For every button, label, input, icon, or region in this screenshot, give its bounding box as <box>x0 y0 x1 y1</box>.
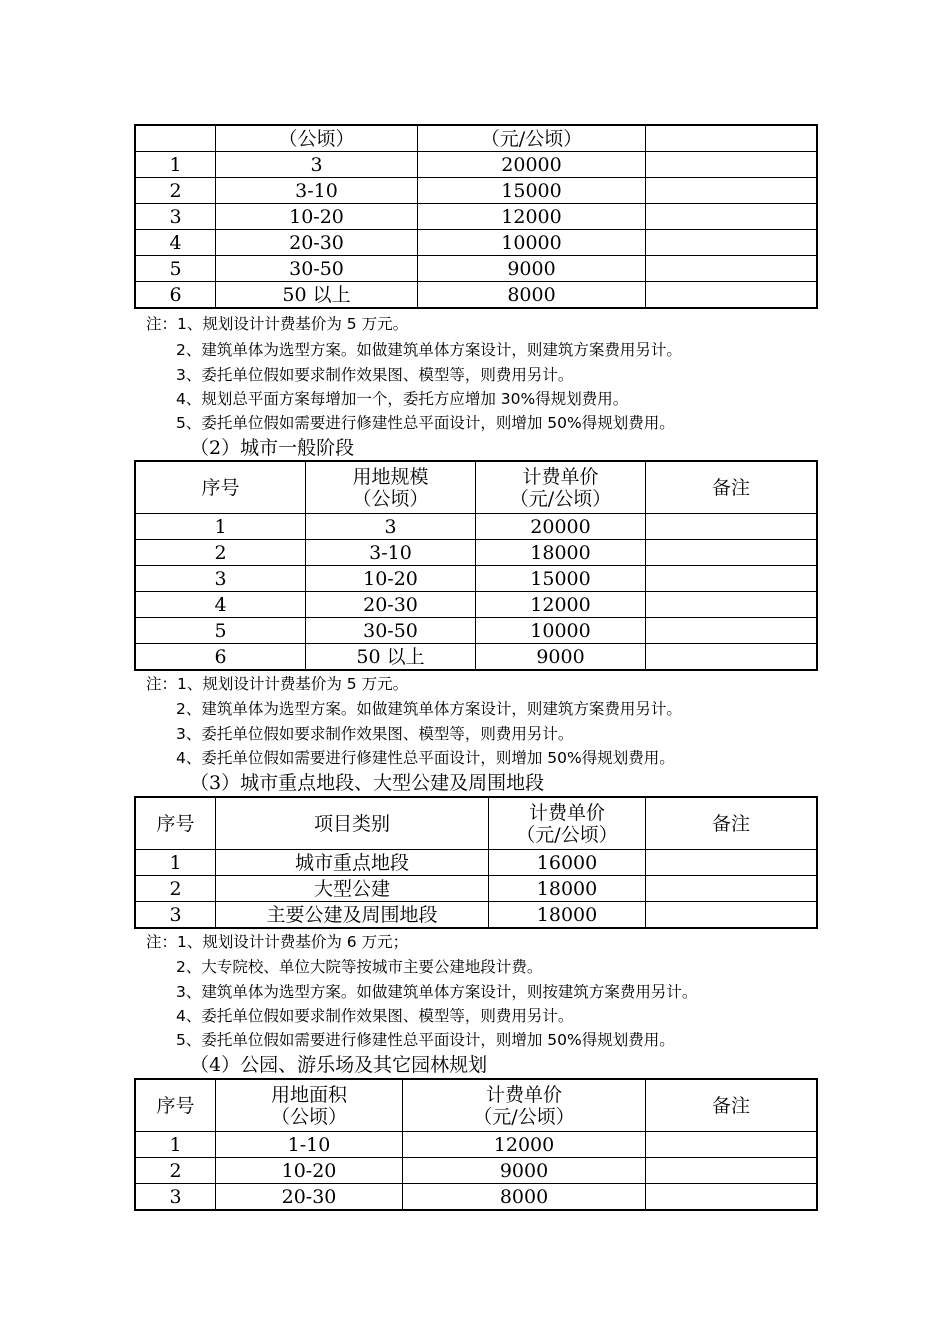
table-cell: 4 <box>136 230 216 256</box>
header-line: （元/公顷） <box>509 487 612 510</box>
section-heading: （2）城市一般阶段 <box>190 437 355 459</box>
table-row <box>136 256 817 282</box>
table-cell: 4 <box>136 592 306 618</box>
table-cell: 城市重点地段 <box>216 850 489 876</box>
note-line: 3、委托单位假如要求制作效果图、模型等，则费用另计。 <box>176 366 574 384</box>
table-cell: 1 <box>136 850 216 876</box>
header-line: （公顷） <box>270 1105 347 1128</box>
fee-table-1 <box>135 125 817 308</box>
table-cell: 5 <box>136 618 306 644</box>
table-cell: 大型公建 <box>216 876 489 902</box>
table-cell: 5 <box>136 256 216 282</box>
table-cell <box>646 566 817 592</box>
table-header-row <box>136 126 817 152</box>
table-row <box>136 644 817 670</box>
table-cell: 20000 <box>418 152 646 178</box>
table-cell: 3 <box>216 152 418 178</box>
table-header-row <box>136 798 817 850</box>
header-cell: 项目类别 <box>216 798 489 850</box>
header-line: 计费单价 <box>485 1083 562 1106</box>
table-cell: 12000 <box>418 204 646 230</box>
table-row <box>136 566 817 592</box>
table-row <box>136 514 817 540</box>
section-heading: （3）城市重点地段、大型公建及周围地段 <box>190 772 545 794</box>
table-cell: 1 <box>136 152 216 178</box>
table-cell: 50 以上 <box>216 282 418 308</box>
table-cell: 6 <box>136 644 306 670</box>
table-cell: 1-10 <box>216 1132 403 1158</box>
table-cell: 2 <box>136 540 306 566</box>
table-cell: 3-10 <box>216 178 418 204</box>
header-line: 用地面积 <box>270 1083 347 1106</box>
table-cell <box>646 178 817 204</box>
header-cell: 备注 <box>646 798 817 850</box>
note-line: 注：1、规划设计计费基价为 5 万元。 <box>146 315 409 333</box>
header-cell: （公顷） <box>216 126 418 152</box>
header-cell: 序号 <box>136 798 216 850</box>
header-line: （公顷） <box>352 487 429 510</box>
table-cell: 10000 <box>418 230 646 256</box>
table-cell: 8000 <box>418 282 646 308</box>
table-row <box>136 1132 817 1158</box>
table-row <box>136 282 817 308</box>
section-heading: （4）公园、游乐场及其它园林规划 <box>190 1054 488 1076</box>
table-row <box>136 592 817 618</box>
note-line: 2、大专院校、单位大院等按城市主要公建地段计费。 <box>176 958 543 976</box>
table-row <box>136 876 817 902</box>
table-row <box>136 1158 817 1184</box>
header-line: 用地规模 <box>352 465 429 488</box>
table-cell <box>646 514 817 540</box>
table-cell: 10-20 <box>216 204 418 230</box>
table-cell: 20-30 <box>306 592 476 618</box>
header-cell: （元/公顷） <box>418 126 646 152</box>
table-cell <box>646 540 817 566</box>
header-line: （元/公顷） <box>473 1105 575 1128</box>
table-row <box>136 204 817 230</box>
note-line: 注：1、规划设计计费基价为 6 万元； <box>146 933 409 951</box>
table-cell: 12000 <box>476 592 646 618</box>
header-cell <box>476 462 646 514</box>
note-line: 5、委托单位假如需要进行修建性总平面设计，则增加 50%得规划费用。 <box>176 1031 675 1049</box>
table-cell: 主要公建及周围地段 <box>216 902 489 928</box>
table-cell <box>646 902 817 928</box>
table-cell: 2 <box>136 876 216 902</box>
note-line: 4、委托单位假如需要进行修建性总平面设计，则增加 50%得规划费用。 <box>176 749 675 767</box>
table-cell: 20-30 <box>216 1184 403 1210</box>
table-cell: 1 <box>136 514 306 540</box>
table-cell: 30-50 <box>306 618 476 644</box>
table-cell: 3 <box>306 514 476 540</box>
table-row <box>136 902 817 928</box>
header-cell <box>306 462 476 514</box>
note-line: 2、建筑单体为选型方案。如做建筑单体方案设计，则建筑方案费用另计。 <box>176 341 682 359</box>
note-line: 注：1、规划设计计费基价为 5 万元。 <box>146 675 409 693</box>
table-cell <box>646 282 817 308</box>
note-line: 3、建筑单体为选型方案。如做建筑单体方案设计，则按建筑方案费用另计。 <box>176 983 698 1001</box>
note-line: 2、建筑单体为选型方案。如做建筑单体方案设计，则建筑方案费用另计。 <box>176 700 682 718</box>
table-cell: 9000 <box>403 1158 646 1184</box>
header-cell <box>646 126 817 152</box>
table-cell: 20-30 <box>216 230 418 256</box>
note-line: 5、委托单位假如需要进行修建性总平面设计，则增加 50%得规划费用。 <box>176 414 675 432</box>
table-row <box>136 230 817 256</box>
table-cell: 15000 <box>476 566 646 592</box>
table-cell: 8000 <box>403 1184 646 1210</box>
table-row <box>136 618 817 644</box>
fee-table-2 <box>135 461 817 670</box>
table-row <box>136 850 817 876</box>
header-cell: 序号 <box>136 462 306 514</box>
table-cell <box>646 592 817 618</box>
header-cell: 序号 <box>136 1080 216 1132</box>
table-cell <box>646 152 817 178</box>
header-line: （元/公顷） <box>516 823 618 846</box>
table-cell: 50 以上 <box>306 644 476 670</box>
header-line: 计费单价 <box>528 801 605 824</box>
table-cell: 6 <box>136 282 216 308</box>
table-cell: 3-10 <box>306 540 476 566</box>
table-row <box>136 1184 817 1210</box>
table-cell: 10000 <box>476 618 646 644</box>
table-cell <box>646 644 817 670</box>
table-cell: 15000 <box>418 178 646 204</box>
table-header-row <box>136 1080 817 1132</box>
note-line: 4、委托单位假如要求制作效果图、模型等，则费用另计。 <box>176 1007 574 1025</box>
table-cell: 16000 <box>489 850 646 876</box>
header-cell: 备注 <box>646 1080 817 1132</box>
header-line: 计费单价 <box>522 465 599 488</box>
note-line: 3、委托单位假如要求制作效果图、模型等，则费用另计。 <box>176 725 574 743</box>
table-cell: 3 <box>136 902 216 928</box>
table-cell <box>646 256 817 282</box>
table-cell: 3 <box>136 1184 216 1210</box>
table-cell: 30-50 <box>216 256 418 282</box>
table-row <box>136 178 817 204</box>
header-cell <box>136 126 216 152</box>
table-row <box>136 540 817 566</box>
table-cell <box>646 850 817 876</box>
table-cell: 9000 <box>476 644 646 670</box>
table-cell <box>646 1158 817 1184</box>
table-cell: 1 <box>136 1132 216 1158</box>
table-cell: 18000 <box>476 540 646 566</box>
table-cell <box>646 1132 817 1158</box>
table-row <box>136 152 817 178</box>
header-cell <box>489 798 646 850</box>
table-cell: 10-20 <box>306 566 476 592</box>
table-cell: 3 <box>136 204 216 230</box>
table-cell <box>646 230 817 256</box>
table-cell: 2 <box>136 178 216 204</box>
header-cell: 备注 <box>646 462 817 514</box>
table-cell: 18000 <box>489 902 646 928</box>
note-line: 4、规划总平面方案每增加一个，委托方应增加 30%得规划费用。 <box>176 390 629 408</box>
table-header-row <box>136 462 817 514</box>
table-cell <box>646 876 817 902</box>
fee-table-3 <box>135 797 817 928</box>
table-cell: 10-20 <box>216 1158 403 1184</box>
table-cell: 18000 <box>489 876 646 902</box>
table-cell: 3 <box>136 566 306 592</box>
header-cell <box>216 1080 403 1132</box>
table-cell: 20000 <box>476 514 646 540</box>
table-cell: 12000 <box>403 1132 646 1158</box>
table-cell <box>646 618 817 644</box>
table-cell <box>646 204 817 230</box>
table-cell: 9000 <box>418 256 646 282</box>
table-cell: 2 <box>136 1158 216 1184</box>
table-cell <box>646 1184 817 1210</box>
header-cell <box>403 1080 646 1132</box>
fee-table-4 <box>135 1079 817 1210</box>
